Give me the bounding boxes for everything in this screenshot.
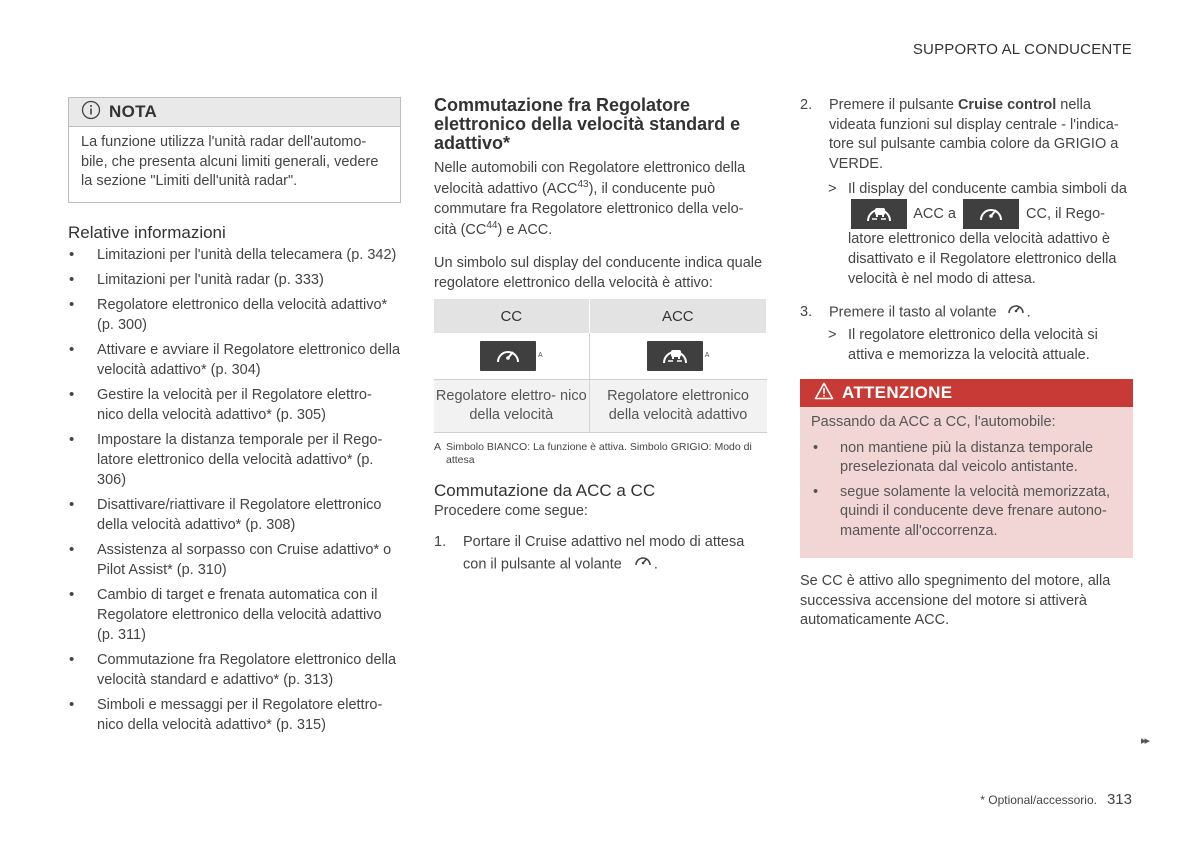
steering-wheel-button-icon xyxy=(634,553,652,576)
intro-text-a: Nelle automobili con Regolatore elettronico della velocità adattivo (ACC xyxy=(434,160,746,197)
related-link[interactable]: • Impostare la distanza temporale per il Rego- latore elettronico della velocità adattivo* (p. 306) xyxy=(68,430,401,490)
speedometer-icon xyxy=(480,341,536,371)
left-column xyxy=(68,97,401,740)
result-text: ACC a xyxy=(913,205,956,222)
warning-item: • non mantiene più la distanza temporale preselezionata dal veicolo antistante. xyxy=(811,439,1121,478)
related-list xyxy=(68,245,401,735)
result-2 xyxy=(800,326,1133,365)
note-header xyxy=(69,98,400,127)
warning-body xyxy=(800,407,1133,558)
symbol-table xyxy=(434,299,767,433)
table-header-acc: ACC xyxy=(589,299,766,333)
related-link[interactable]: • Limitazioni per l'unità della telecamera (p. 342) xyxy=(68,245,401,265)
cc-symbol-cell xyxy=(434,333,589,380)
related-link[interactable]: • Simboli e messaggi per il Regolatore elettro- nico della velocità adattivo* (p. 315) xyxy=(68,695,401,735)
related-link[interactable]: • Disattivare/riattivare il Regolatore elettronico della velocità adattivo* (p. 308) xyxy=(68,495,401,535)
closing-paragraph: Se CC è attivo allo spegnimento del motore, alla successiva accensione del motore si attiverà automaticamente ACC. xyxy=(800,573,1111,628)
table-footnote-marker: A xyxy=(537,352,543,360)
related-link[interactable]: • Regolatore elettronico della velocità adattivo* (p. 300) xyxy=(68,295,401,335)
page-footer xyxy=(980,791,1132,808)
table-note-marker: A xyxy=(434,441,442,453)
table-header-cc: CC xyxy=(434,299,589,333)
step-end: . xyxy=(653,555,658,572)
step-number: 2. xyxy=(800,97,813,113)
table-note-text: Simbolo BIANCO: La funzione è attiva. Simbolo GRIGIO: Modo di attesa xyxy=(446,441,752,466)
step-end: . xyxy=(1026,304,1031,321)
cc-label-cell: Regolatore elettro- nico della velocità xyxy=(434,380,589,433)
step-text: Portare il Cruise adattivo nel modo di attesa con il pulsante al volante xyxy=(463,533,745,572)
page-header: SUPPORTO AL CONDUCENTE xyxy=(912,41,1132,58)
step-1 xyxy=(434,531,767,576)
table-note xyxy=(434,441,767,466)
warning-triangle-icon xyxy=(814,382,834,405)
info-icon xyxy=(81,100,101,125)
table-footnote-marker: A xyxy=(704,352,710,360)
step-text: Premere il tasto al volante xyxy=(829,304,997,321)
adaptive-cruise-icon xyxy=(851,199,907,229)
step-2 xyxy=(800,96,1133,174)
result-text: CC, il Rego- latore elettronico della velocità adattivo è disattivato e il Regolatore elettronico della velocità è nel modo di attesa. xyxy=(848,205,1117,287)
cruise-control-button-label: Cruise control xyxy=(957,97,1057,113)
result-text: Il display del conducente cambia simboli da xyxy=(848,181,1127,197)
related-link[interactable]: • Commutazione fra Regolatore elettronico della velocità standard e adattivo* (p. 313) xyxy=(68,650,401,690)
footnote-ref-43[interactable]: 43 xyxy=(577,178,589,190)
result-1 xyxy=(800,179,1133,289)
intro-text-b: ), il conducente può commutare fra Regolatore elettronico della velo- cità (CC xyxy=(434,180,744,238)
related-link[interactable]: • Gestire la velocità per il Regolatore elettro- nico della velocità adattivo* (p. 305) xyxy=(68,385,401,425)
continue-arrows-icon: ▸▸ xyxy=(1140,735,1148,747)
step-text: Premere il pulsante xyxy=(829,97,958,113)
middle-column xyxy=(434,96,767,576)
steering-wheel-button-icon xyxy=(1007,301,1025,324)
acc-symbol-cell xyxy=(589,333,766,380)
result-marker: > xyxy=(828,181,837,197)
related-link[interactable]: • Limitazioni per l'unità radar (p. 333) xyxy=(68,270,401,290)
adaptive-cruise-icon xyxy=(647,341,703,371)
related-link[interactable]: • Assistenza al sorpasso con Cruise adattivo* o Pilot Assist* (p. 310) xyxy=(68,540,401,580)
step-number: 1. xyxy=(434,533,447,550)
note-text: La funzione utilizza l'unità radar dell'automo- bile, che presenta alcuni limiti generali, vedere la sezione "Limiti dell'unità radar". xyxy=(81,134,379,189)
related-link[interactable]: • Attivare e avviare il Regolatore elettronico della velocità adattivo* (p. 304) xyxy=(68,340,401,380)
speedometer-icon xyxy=(963,199,1019,229)
intro-paragraph xyxy=(434,158,767,240)
result-marker: > xyxy=(828,327,837,343)
step-3 xyxy=(800,301,1133,324)
footnote-ref-44[interactable]: 44 xyxy=(486,219,498,231)
page-number: 313 xyxy=(1106,791,1132,808)
warning-intro: Passando da ACC a CC, l'automobile: xyxy=(811,414,1056,430)
subsection-intro: Procedere come segue: xyxy=(434,503,588,519)
intro-text-c: ) e ACC. xyxy=(497,221,553,238)
warning-list xyxy=(811,439,1121,542)
step-text: nella videata funzioni sul display centrale - l'indica- tore sul pulsante cambia colore da GRIGIO a VERDE. xyxy=(829,97,1119,172)
acc-label-cell: Regolatore elettronico della velocità adattivo xyxy=(589,380,766,433)
warning-title: ATTENZIONE xyxy=(842,383,953,402)
warning-header xyxy=(800,379,1133,407)
subsection-title: Commutazione da ACC a CC xyxy=(434,481,656,500)
result-text: Il regolatore elettronico della velocità si attiva e memorizza la velocità attuale. xyxy=(848,327,1098,363)
step-number: 3. xyxy=(800,304,813,320)
warning-item: • segue solamente la velocità memorizzata, quindi il conducente deve frenare autono- mamente all'occorrenza. xyxy=(811,483,1121,542)
related-link[interactable]: • Cambio di target e frenata automatica con il Regolatore elettronico della velocità adattivo (p. 311) xyxy=(68,585,401,645)
note-title: NOTA xyxy=(109,102,158,121)
section-title: Commutazione fra Regolatore elettronico della velocità standard e adattivo* xyxy=(434,95,741,153)
related-title: Relative informazioni xyxy=(68,222,226,242)
warning-box xyxy=(800,379,1133,558)
note-box xyxy=(68,97,401,203)
optional-note: * Optional/accessorio. xyxy=(980,793,1097,807)
symbol-paragraph: Un simbolo sul display del conducente indica quale regolatore elettronico della velocità è attivo: xyxy=(434,255,763,291)
right-column xyxy=(800,96,1133,631)
